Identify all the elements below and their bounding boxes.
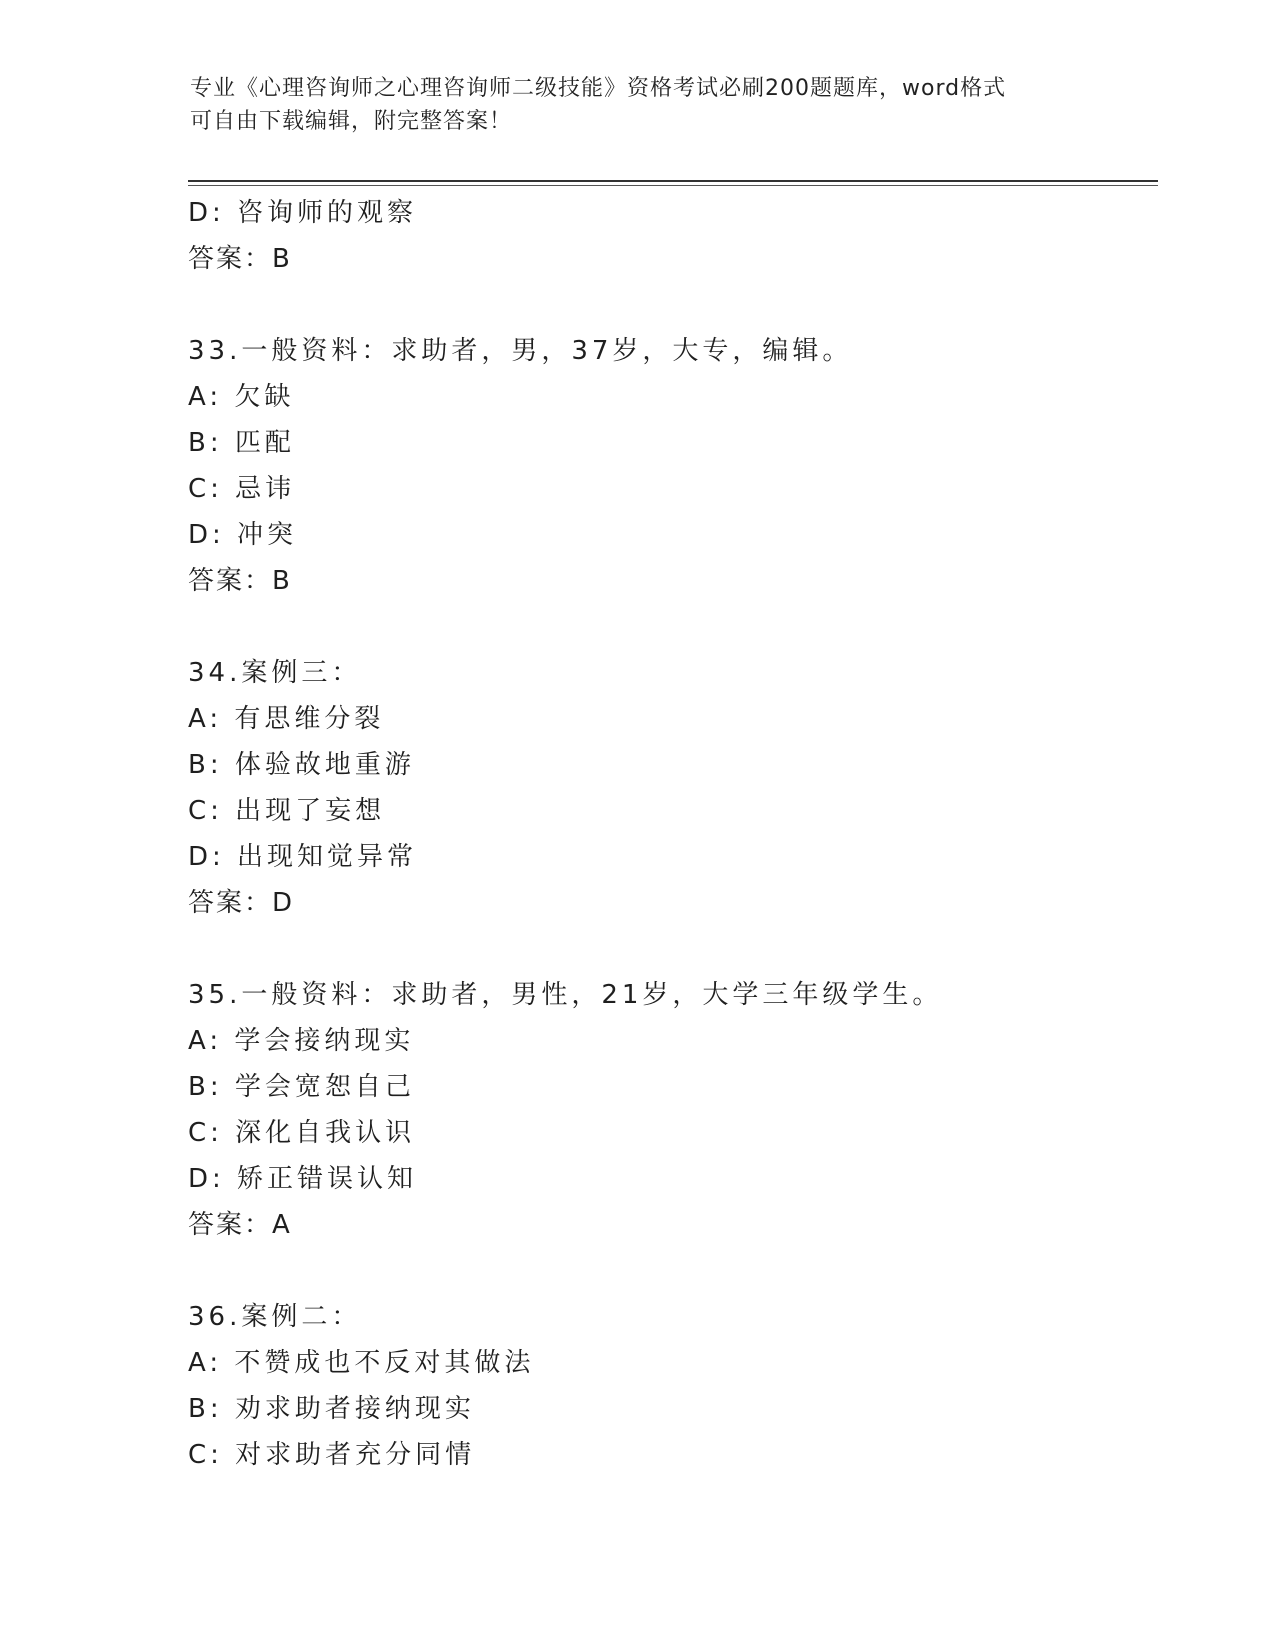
- option-text: D: 出现知觉异常: [188, 842, 418, 872]
- question-stem: 33.一般资料：求助者，男，37岁，大专，编辑。: [188, 336, 853, 366]
- option-text: D: 矫正错误认知: [188, 1164, 418, 1194]
- option-text: B: 匹配: [188, 428, 295, 458]
- answer-text: 答案：B: [188, 566, 292, 596]
- answer-text: 答案：B: [188, 244, 292, 274]
- question-stem: 35.一般资料：求助者，男性，21岁，大学三年级学生。: [188, 980, 943, 1010]
- option-text: B: 劝求助者接纳现实: [188, 1394, 475, 1424]
- header-rule-thin: [188, 185, 1158, 186]
- option-text: B: 体验故地重游: [188, 750, 415, 780]
- option-text: C: 深化自我认识: [188, 1118, 416, 1148]
- option-text: B: 学会宽恕自己: [188, 1072, 415, 1102]
- header-rule-thick: [188, 180, 1158, 182]
- option-text: D: 冲突: [188, 520, 298, 550]
- question-stem: 36.案例二：: [188, 1302, 362, 1332]
- option-text: A: 学会接纳现实: [188, 1026, 415, 1056]
- option-text: C: 忌讳: [188, 474, 296, 504]
- option-text: A: 有思维分裂: [188, 704, 385, 734]
- question-stem: 34.案例三：: [188, 658, 362, 688]
- question-list: [188, 190, 1148, 1478]
- option-text: D: 咨询师的观察: [188, 198, 418, 228]
- answer-text: 答案：D: [188, 888, 295, 918]
- option-text: C: 出现了妄想: [188, 796, 386, 826]
- document-header: [190, 72, 1090, 138]
- answer-text: 答案：A: [188, 1210, 292, 1240]
- header-line-2: 可自由下载编辑，附完整答案！: [190, 109, 513, 134]
- option-text: A: 不赞成也不反对其做法: [188, 1348, 535, 1378]
- option-text: C: 对求助者充分同情: [188, 1440, 476, 1470]
- option-text: A: 欠缺: [188, 382, 295, 412]
- header-line-1: 专业《心理咨询师之心理咨询师二级技能》资格考试必刷200题题库，word格式: [190, 76, 1007, 101]
